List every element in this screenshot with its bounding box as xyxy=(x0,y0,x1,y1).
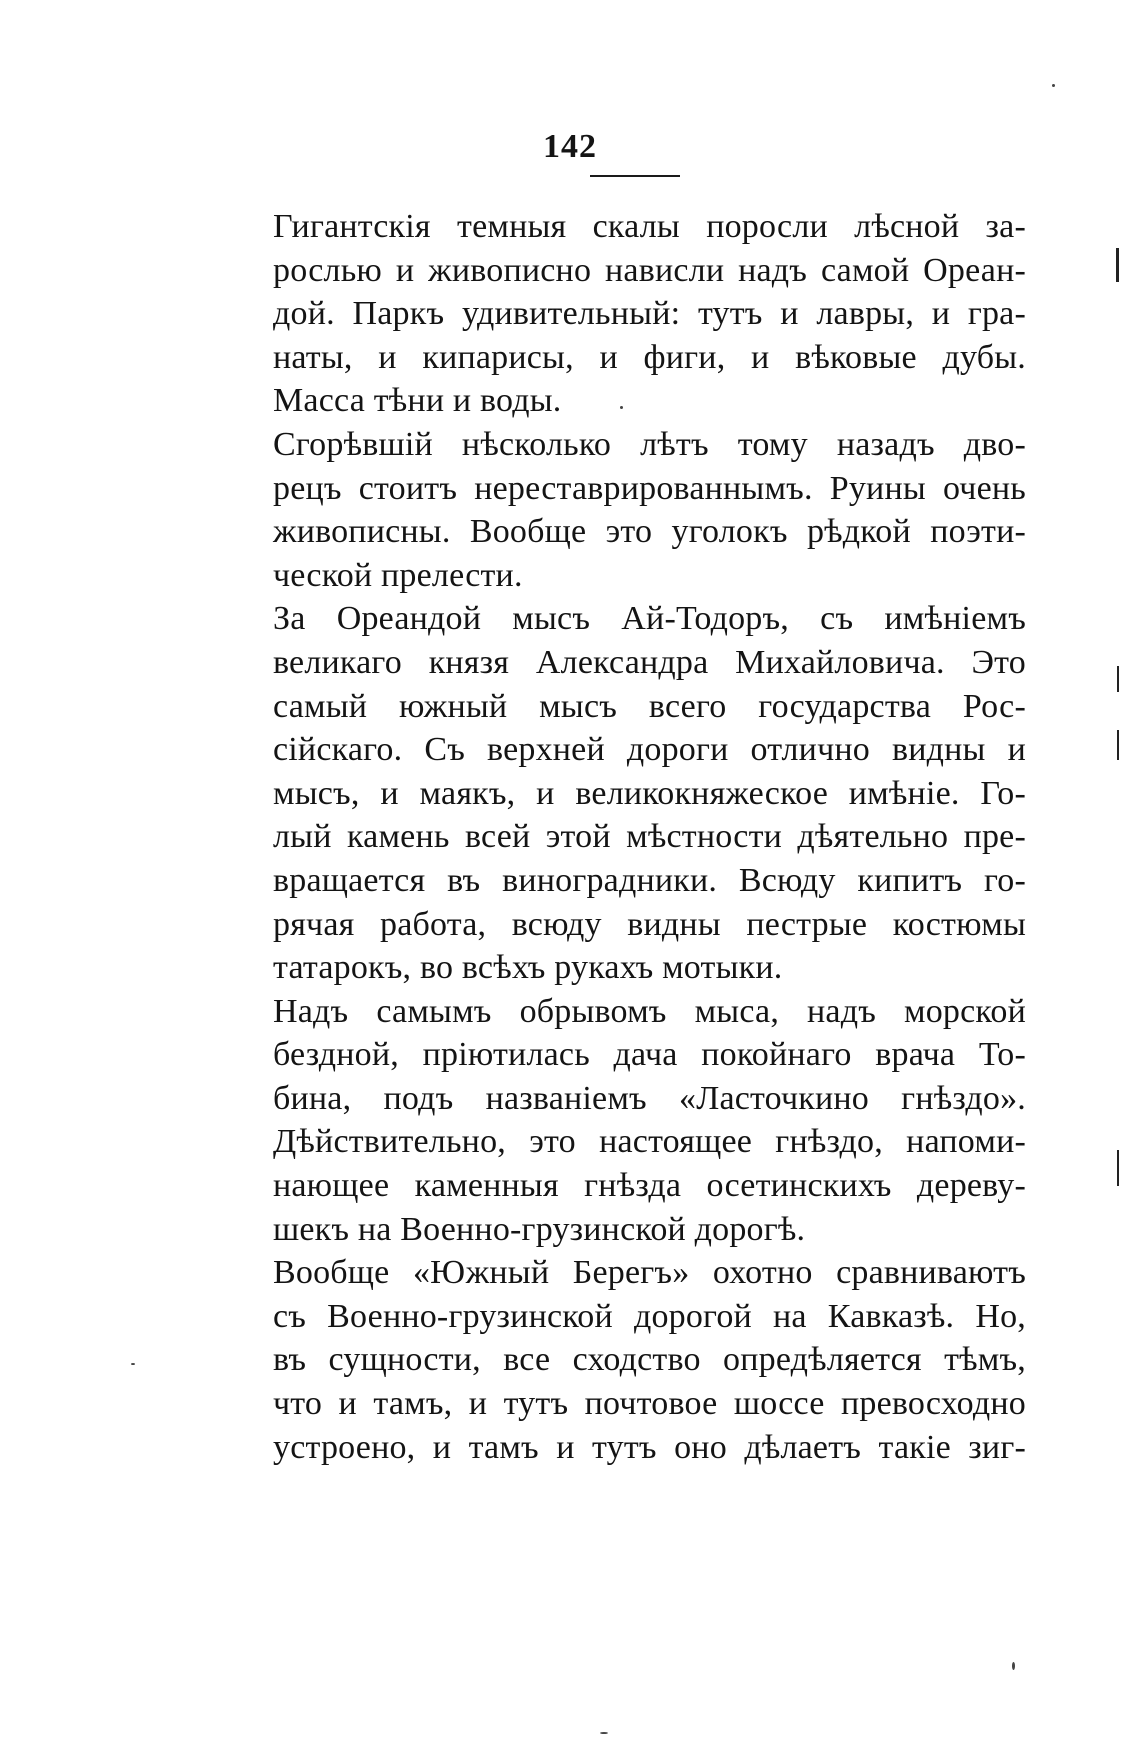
text-line: вращается въ виноградники. Всюду кипитъ го- xyxy=(273,861,1026,899)
text-line: шекъ на Военно-грузинской дорогѣ. xyxy=(273,1210,806,1248)
scan-artifact xyxy=(1116,248,1119,282)
text-line: ческой прелести. xyxy=(273,556,523,594)
paragraph-4 xyxy=(241,990,1026,1252)
text-line: Масса тѣни и воды. xyxy=(273,382,562,420)
text-line: Надъ самымъ обрывомъ мыса, надъ морской xyxy=(273,992,1026,1030)
scan-artifact xyxy=(1117,730,1119,760)
text-line: самый южный мысъ всего государства Рос- xyxy=(273,687,1026,725)
text-line: Гигантскія темныя скалы поросли лѣсной за- xyxy=(273,208,1026,245)
text-line: рецъ стоитъ нереставрированнымъ. Руины очень xyxy=(273,469,1026,507)
text-line: Дѣйствительно, это настоящее гнѣздо, напоми- xyxy=(273,1123,1026,1161)
scan-artifact xyxy=(1012,1662,1015,1670)
text-line: наты, и кипарисы, и фиги, и вѣковые дубы. xyxy=(273,338,1026,376)
text-line: лый камень всей этой мѣстности дѣятельно пре- xyxy=(273,818,1026,856)
text-line: Сгорѣвшій нѣсколько лѣтъ тому назадъ дво- xyxy=(273,425,1026,463)
scan-artifact xyxy=(1117,1150,1119,1186)
page-number-rule xyxy=(590,175,680,177)
text-line: рослью и живописно нависли надъ самой Ореан- xyxy=(273,251,1026,289)
text-line: устроено, и тамъ и тутъ оно дѣлаетъ такіе зиг- xyxy=(273,1428,1026,1466)
paragraph-1 xyxy=(241,205,1026,423)
body-text xyxy=(241,205,1026,1469)
scan-artifact xyxy=(1052,84,1055,87)
text-line: дой. Паркъ удивительный: тутъ и лавры, и гра- xyxy=(273,295,1026,333)
text-line: рячая работа, всюду видны пестрые костюмы xyxy=(273,905,1026,943)
paragraph-5 xyxy=(241,1251,1026,1469)
scan-artifact xyxy=(600,1732,608,1734)
scan-artifact xyxy=(131,1363,135,1365)
text-line: живописны. Вообще это уголокъ рѣдкой поэти- xyxy=(273,513,1026,551)
text-line: великаго князя Александра Михайловича. Это xyxy=(273,643,1026,681)
page-number: 142 xyxy=(543,128,597,165)
scan-artifact xyxy=(1117,666,1119,692)
text-line: съ Военно-грузинской дорогой на Кавказѣ. Но, xyxy=(273,1297,1026,1335)
text-line: За Ореандой мысъ Ай-Тодоръ, съ имѣніемъ xyxy=(273,600,1026,638)
text-line: Вообще «Южный Берегъ» охотно сравниваютъ xyxy=(273,1254,1026,1292)
text-line: нающее каменныя гнѣзда осетинскихъ дереву- xyxy=(273,1167,1026,1205)
text-line: сійскаго. Съ верхней дороги отлично видны и xyxy=(273,731,1026,769)
scan-artifact xyxy=(620,406,623,409)
text-line: бездной, пріютилась дача покойнаго врача То- xyxy=(273,1036,1026,1074)
text-line: въ сущности, все сходство опредѣляется тѣмъ, xyxy=(273,1341,1026,1379)
text-line: что и тамъ, и тутъ почтовое шоссе превосходно xyxy=(273,1385,1026,1423)
text-line: мысъ, и маякъ, и великокняжеское имѣніе. Го- xyxy=(273,774,1026,812)
paragraph-3 xyxy=(241,597,1026,989)
text-line: татарокъ, во всѣхъ рукахъ мотыки. xyxy=(273,949,783,987)
text-line: бина, подъ названіемъ «Ласточкино гнѣздо». xyxy=(273,1079,1026,1117)
paragraph-2 xyxy=(241,423,1026,597)
